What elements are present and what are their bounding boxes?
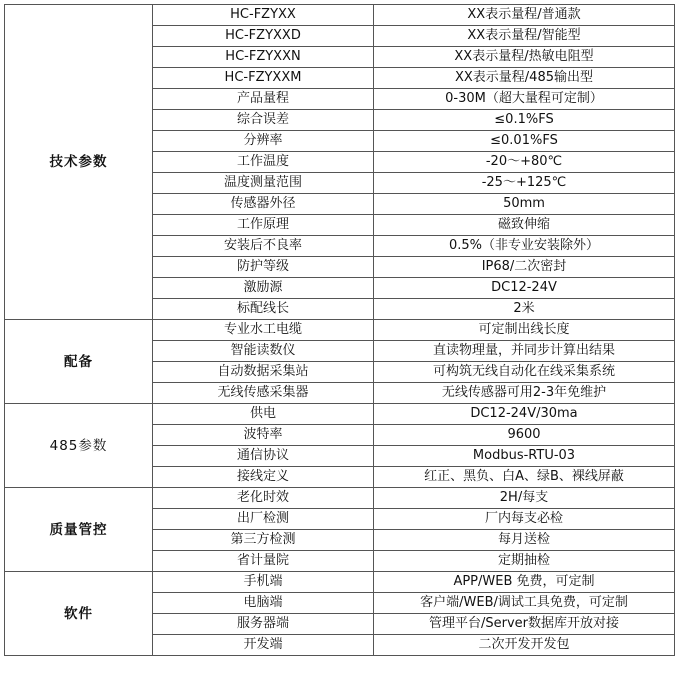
- param-value: -20～+80℃: [374, 152, 675, 173]
- param-name: 温度测量范围: [153, 173, 374, 194]
- param-value: 红正、黑负、白A、绿B、裸线屏蔽: [374, 467, 675, 488]
- category-quality-control: 质量管控: [5, 488, 153, 572]
- param-name: 工作温度: [153, 152, 374, 173]
- param-value: 客户端/WEB/调试工具免费，可定制: [374, 593, 675, 614]
- param-value: APP/WEB 免费，可定制: [374, 572, 675, 593]
- param-name: 波特率: [153, 425, 374, 446]
- param-name: 电脑端: [153, 593, 374, 614]
- category-software: 软件: [5, 572, 153, 656]
- param-name: HC-FZYXXN: [153, 47, 374, 68]
- param-name: 通信协议: [153, 446, 374, 467]
- param-name: 出厂检测: [153, 509, 374, 530]
- param-value: 0.5%（非专业安装除外）: [374, 236, 675, 257]
- category-rs485-params: 485参数: [5, 404, 153, 488]
- param-value: 50mm: [374, 194, 675, 215]
- param-value: XX表示量程/智能型: [374, 26, 675, 47]
- param-value: 9600: [374, 425, 675, 446]
- param-value: 二次开发开发包: [374, 635, 675, 656]
- category-accessories: 配备: [5, 320, 153, 404]
- param-value: IP68/二次密封: [374, 257, 675, 278]
- param-name: HC-FZYXX: [153, 5, 374, 26]
- param-value: 管理平台/Server数据库开放对接: [374, 614, 675, 635]
- param-name: 无线传感采集器: [153, 383, 374, 404]
- table-row: [5, 320, 675, 341]
- param-name: 工作原理: [153, 215, 374, 236]
- param-name: HC-FZYXXM: [153, 68, 374, 89]
- param-name: 开发端: [153, 635, 374, 656]
- param-value: 直读物理量，并同步计算出结果: [374, 341, 675, 362]
- param-name: 综合误差: [153, 110, 374, 131]
- param-name: HC-FZYXXD: [153, 26, 374, 47]
- param-name: 产品量程: [153, 89, 374, 110]
- param-name: 省计量院: [153, 551, 374, 572]
- param-value: ≤0.1%FS: [374, 110, 675, 131]
- param-name: 手机端: [153, 572, 374, 593]
- param-value: Modbus-RTU-03: [374, 446, 675, 467]
- table-row: [5, 5, 675, 26]
- param-name: 安装后不良率: [153, 236, 374, 257]
- param-name: 智能读数仪: [153, 341, 374, 362]
- param-value: DC12-24V: [374, 278, 675, 299]
- param-name: 接线定义: [153, 467, 374, 488]
- param-value: DC12-24V/30ma: [374, 404, 675, 425]
- spec-table-body: [5, 5, 675, 656]
- param-value: ≤0.01%FS: [374, 131, 675, 152]
- param-name: 第三方检测: [153, 530, 374, 551]
- param-name: 激励源: [153, 278, 374, 299]
- param-value: 无线传感器可用2-3年免维护: [374, 383, 675, 404]
- param-name: 传感器外径: [153, 194, 374, 215]
- param-name: 分辨率: [153, 131, 374, 152]
- param-value: 2米: [374, 299, 675, 320]
- param-value: XX表示量程/485输出型: [374, 68, 675, 89]
- table-row: [5, 404, 675, 425]
- param-value: 2H/每支: [374, 488, 675, 509]
- param-value: 可构筑无线自动化在线采集系统: [374, 362, 675, 383]
- param-value: 厂内每支必检: [374, 509, 675, 530]
- param-name: 供电: [153, 404, 374, 425]
- spec-table: [4, 4, 675, 656]
- param-value: 每月送检: [374, 530, 675, 551]
- param-name: 老化时效: [153, 488, 374, 509]
- param-name: 自动数据采集站: [153, 362, 374, 383]
- param-name: 专业水工电缆: [153, 320, 374, 341]
- category-tech-params: 技术参数: [5, 5, 153, 320]
- param-value: XX表示量程/热敏电阻型: [374, 47, 675, 68]
- param-value: XX表示量程/普通款: [374, 5, 675, 26]
- table-row: [5, 572, 675, 593]
- param-name: 服务器端: [153, 614, 374, 635]
- param-name: 标配线长: [153, 299, 374, 320]
- param-value: 可定制出线长度: [374, 320, 675, 341]
- param-value: 磁致伸缩: [374, 215, 675, 236]
- param-value: 0-30M（超大量程可定制）: [374, 89, 675, 110]
- param-name: 防护等级: [153, 257, 374, 278]
- param-value: 定期抽检: [374, 551, 675, 572]
- param-value: -25～+125℃: [374, 173, 675, 194]
- table-row: [5, 488, 675, 509]
